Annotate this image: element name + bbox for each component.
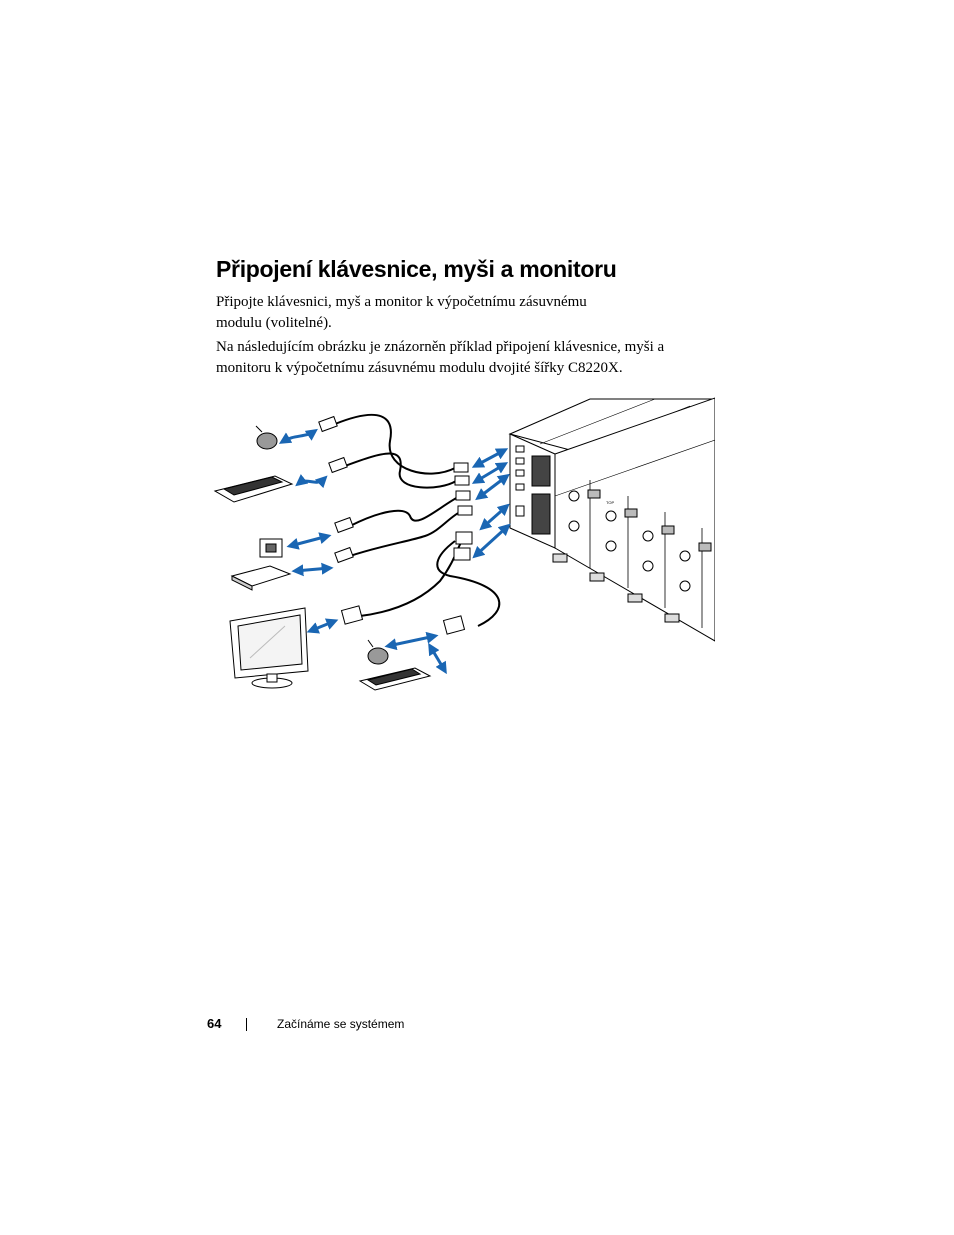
vga-cable: [360, 541, 462, 616]
description-line-1: Na následujícím obrázku je znázorněn příklad připojení klávesnice, myši a: [216, 339, 665, 355]
footer-separator: [246, 1018, 247, 1031]
usb-cable-3: [350, 496, 460, 526]
monitor: [230, 608, 308, 688]
cables: [335, 415, 499, 626]
intro-line-2: modulu (volitelné).: [216, 315, 332, 331]
cable-connectors: [319, 417, 472, 635]
mouse-bottom: [368, 640, 388, 664]
usb-cable-2: [345, 454, 456, 488]
page-heading: Připojení klávesnice, myši a monitoru: [216, 256, 617, 282]
page-number: 64: [207, 1016, 222, 1031]
description-line-2: monitoru k výpočetnímu zásuvnému modulu dvojité šířky C8220X.: [216, 360, 623, 376]
keyboard-bottom: [360, 668, 430, 690]
connection-arrows: [282, 431, 508, 671]
usb-device-square: [260, 539, 282, 557]
connection-illustration: [210, 396, 715, 696]
intro-line-1: Připojte klávesnici, myš a monitor k výpočetnímu zásuvnému: [216, 294, 587, 310]
mouse-top: [256, 426, 277, 449]
usb-device-flat: [232, 566, 290, 590]
figure-description-paragraph: [216, 337, 664, 379]
keyboard-top: [215, 476, 292, 502]
intro-paragraph: [216, 292, 587, 334]
usb-cable-1: [335, 415, 455, 474]
sled-top-label: TOP: [606, 500, 615, 505]
server-chassis: [510, 398, 715, 641]
footer-section-title: Začínáme se systémem: [277, 1017, 405, 1031]
